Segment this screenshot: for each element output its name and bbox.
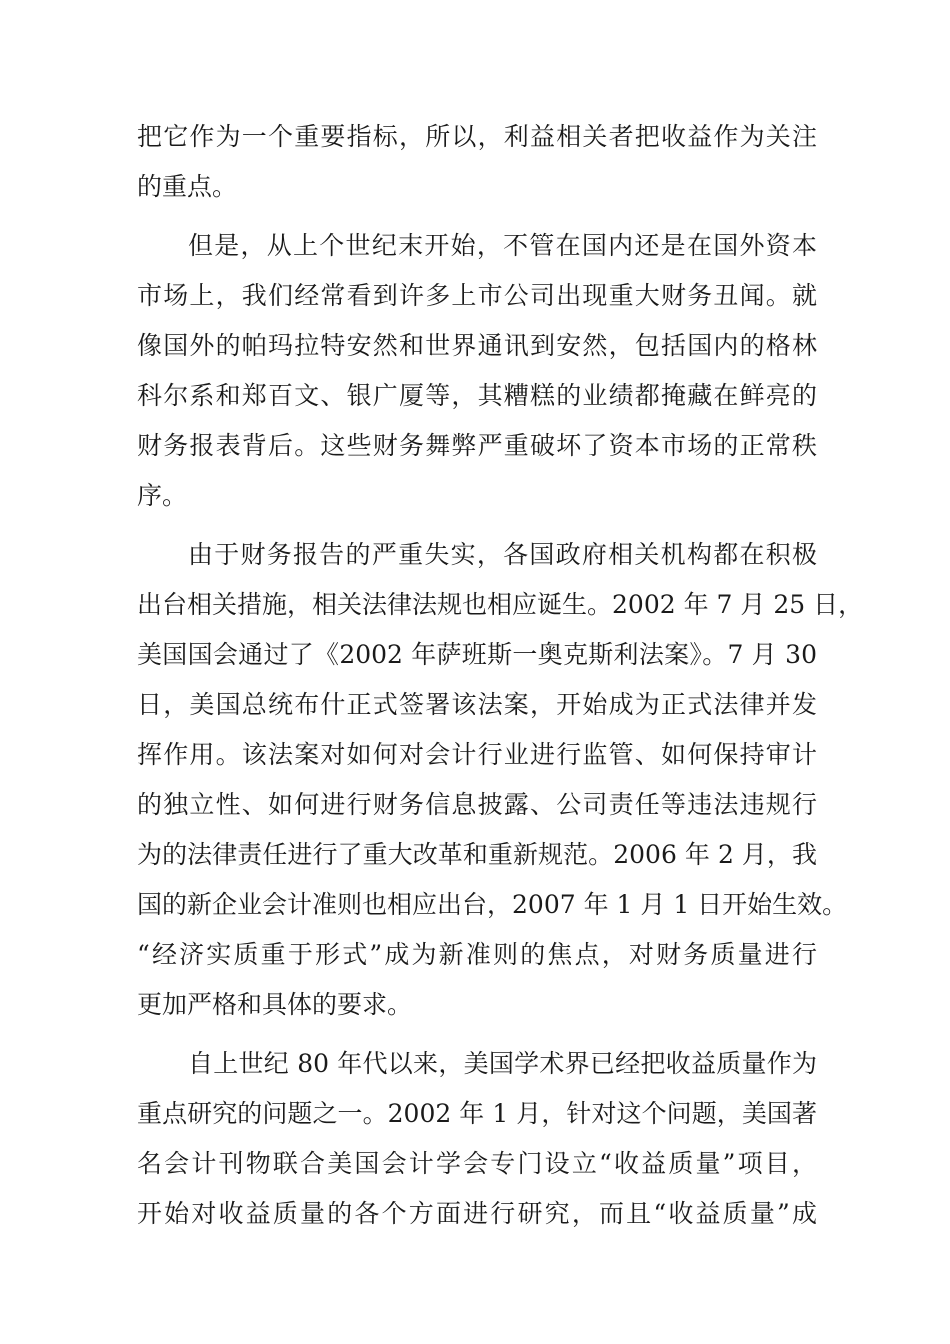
text-line: 但是，从上个世纪末开始，不管在国内还是在国外资本 <box>188 231 817 260</box>
text-line: 美国国会通过了《2002 年萨班斯一奥克斯利法案》。7 月 30 <box>137 640 817 669</box>
paragraph <box>137 112 817 212</box>
text-line: 序。 <box>137 481 188 510</box>
paragraph <box>137 1039 817 1239</box>
text-line: 出台相关措施，相关法律法规也相应诞生。2002 年 7 月 25 日， <box>137 590 864 619</box>
text-line: 开始对收益质量的各个方面进行研究，而且“收益质量”成 <box>137 1199 817 1228</box>
text-line: 为的法律责任进行了重大改革和重新规范。2006 年 2 月，我 <box>137 840 817 869</box>
text-line: 自上世纪 80 年代以来，美国学术界已经把收益质量作为 <box>188 1049 817 1078</box>
text-line: “经济实质重于形式”成为新准则的焦点，对财务质量进行 <box>137 940 817 969</box>
text-line: 科尔系和郑百文、银广厦等，其糟糕的业绩都掩藏在鲜亮的 <box>137 381 817 410</box>
text-line: 市场上，我们经常看到许多上市公司出现重大财务丑闻。就 <box>137 281 817 310</box>
text-line: 名会计刊物联合美国会计学会专门设立“收益质量”项目， <box>137 1149 817 1178</box>
text-line: 更加严格和具体的要求。 <box>137 990 413 1019</box>
text-line: 的重点。 <box>137 172 238 201</box>
paragraph <box>137 530 864 1030</box>
paragraph <box>137 221 817 521</box>
text-line: 由于财务报告的严重失实，各国政府相关机构都在积极 <box>188 540 817 569</box>
text-line: 把它作为一个重要指标，所以，利益相关者把收益作为关注 <box>137 122 817 151</box>
text-line: 财务报表背后。这些财务舞弊严重破坏了资本市场的正常秩 <box>137 431 817 460</box>
text-line: 国的新企业会计准则也相应出台，2007 年 1 月 1 日开始生效。 <box>137 890 848 919</box>
body-text <box>137 112 864 1239</box>
text-line: 重点研究的问题之一。2002 年 1 月，针对这个问题，美国著 <box>137 1099 817 1128</box>
text-line: 挥作用。该法案对如何对会计行业进行监管、如何保持审计 <box>137 740 817 769</box>
text-line: 像国外的帕玛拉特安然和世界通讯到安然，包括国内的格林 <box>137 331 817 360</box>
text-line: 的独立性、如何进行财务信息披露、公司责任等违法违规行 <box>137 790 817 819</box>
text-line: 日，美国总统布什正式签署该法案，开始成为正式法律并发 <box>137 690 817 719</box>
